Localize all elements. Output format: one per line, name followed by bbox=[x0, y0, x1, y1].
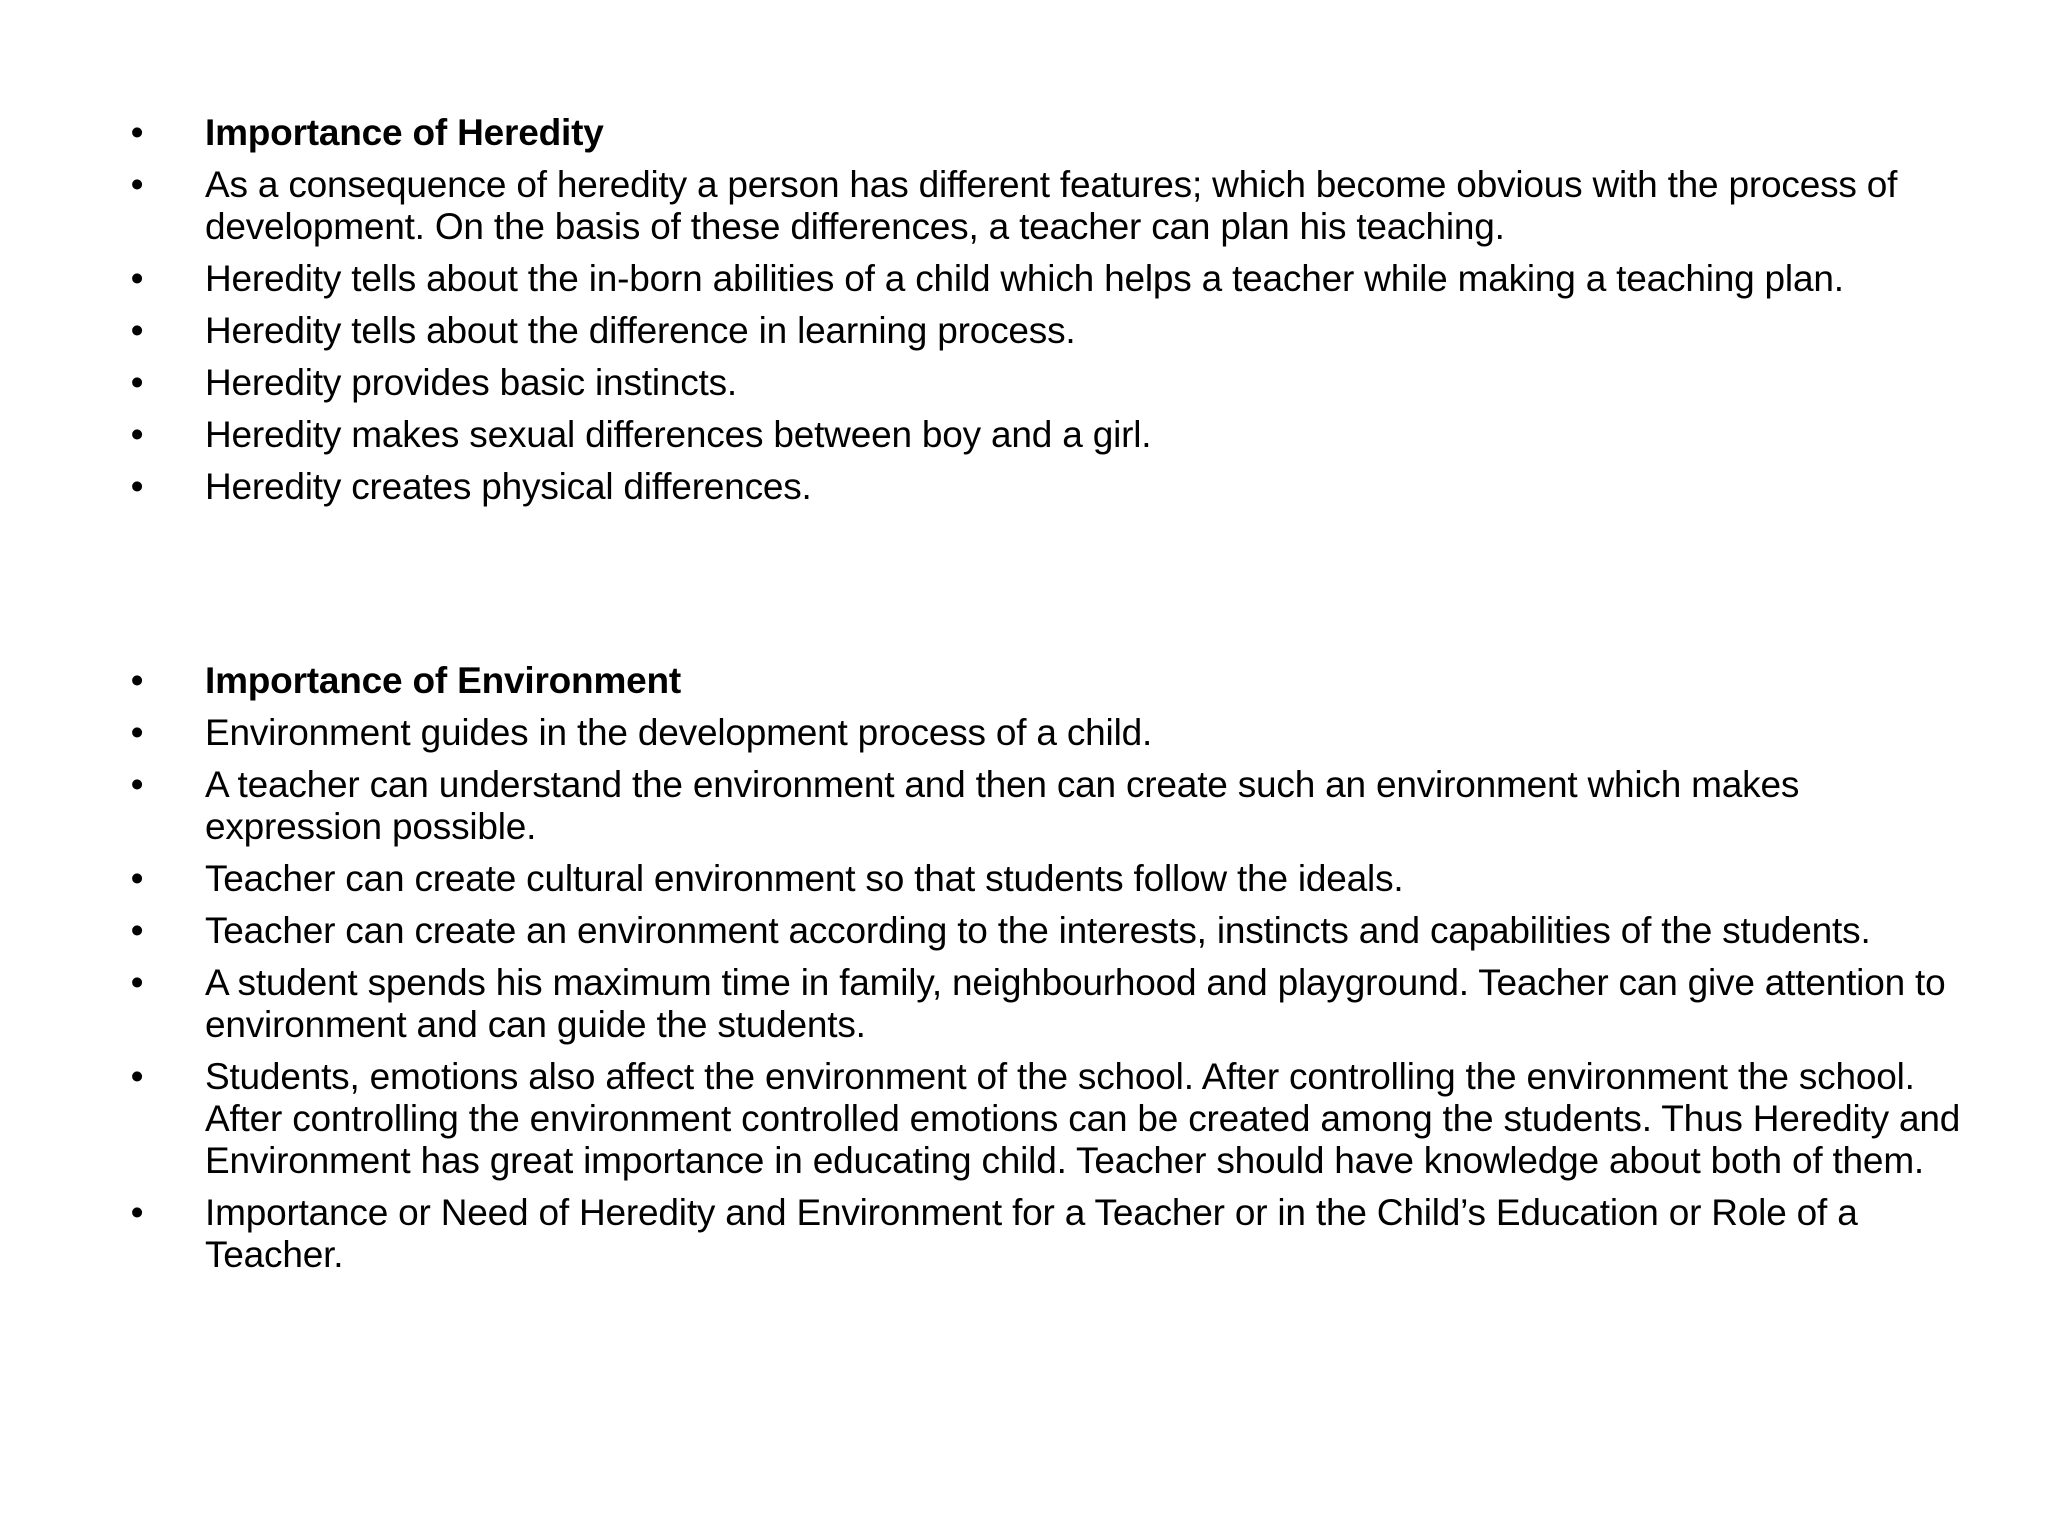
bullet-icon: • bbox=[130, 712, 144, 753]
bullet-icon: • bbox=[130, 910, 144, 951]
bullet-icon: • bbox=[130, 660, 144, 701]
list-item bbox=[0, 962, 2048, 1046]
section-heading: Importance of Environment bbox=[205, 660, 682, 701]
bullet-icon: • bbox=[130, 164, 144, 205]
list-item bbox=[0, 910, 2048, 952]
bullet-icon: • bbox=[130, 962, 144, 1003]
list-item-text: Teacher can create an environment according to the interests, instincts and capabilities of the students. bbox=[205, 910, 1871, 951]
list-item-text: Heredity tells about the difference in learning process. bbox=[205, 310, 1076, 351]
list-item bbox=[0, 858, 2048, 900]
heredity-list bbox=[0, 112, 2048, 518]
bullet-icon: • bbox=[130, 1056, 144, 1097]
list-item-text: As a consequence of heredity a person has different features; which become obvious with the process of development. On the basis of these differences, a teacher can plan his teaching. bbox=[205, 164, 1898, 247]
list-item-text: A teacher can understand the environment and then can create such an environment which makes expression possible. bbox=[205, 764, 1800, 847]
list-item-text: Teacher can create cultural environment so that students follow the ideals. bbox=[205, 858, 1404, 899]
list-item bbox=[0, 764, 2048, 848]
list-item bbox=[0, 1192, 2048, 1276]
list-item-text: A student spends his maximum time in family, neighbourhood and playground. Teacher can give attention to environment and can guide the students. bbox=[205, 962, 1946, 1045]
list-item-text: Heredity creates physical differences. bbox=[205, 466, 812, 507]
list-item bbox=[0, 164, 2048, 248]
bullet-icon: • bbox=[130, 414, 144, 455]
bullet-icon: • bbox=[130, 258, 144, 299]
environment-list bbox=[0, 660, 2048, 1286]
list-item bbox=[0, 712, 2048, 754]
bullet-icon: • bbox=[130, 858, 144, 899]
list-item bbox=[0, 362, 2048, 404]
bullet-icon: • bbox=[130, 310, 144, 351]
bullet-icon: • bbox=[130, 1192, 144, 1233]
list-item-text: Students, emotions also affect the environment of the school. After controlling the environment the school. After controlling the environment controlled emotions can be created among the students. Thus Heredity and Environment has great importance in educating child. Teacher should have knowledge about both of them. bbox=[205, 1056, 1961, 1181]
list-item-text: Importance or Need of Heredity and Environment for a Teacher or in the Child’s Education or Role of a Teacher. bbox=[205, 1192, 1858, 1275]
list-item bbox=[0, 414, 2048, 456]
list-item-text: Heredity makes sexual differences between boy and a girl. bbox=[205, 414, 1152, 455]
bullet-icon: • bbox=[130, 764, 144, 805]
bullet-icon: • bbox=[130, 362, 144, 403]
bullet-icon: • bbox=[130, 466, 144, 507]
bullet-icon: • bbox=[130, 112, 144, 153]
list-item bbox=[0, 310, 2048, 352]
list-item bbox=[0, 466, 2048, 508]
list-item-text: Heredity provides basic instincts. bbox=[205, 362, 737, 403]
list-item bbox=[0, 1056, 2048, 1182]
list-item-heading bbox=[0, 112, 2048, 154]
list-item-heading bbox=[0, 660, 2048, 702]
list-item-text: Heredity tells about the in-born abilities of a child which helps a teacher while making a teaching plan. bbox=[205, 258, 1844, 299]
list-item-text: Environment guides in the development process of a child. bbox=[205, 712, 1153, 753]
section-heading: Importance of Heredity bbox=[205, 112, 604, 153]
list-item bbox=[0, 258, 2048, 300]
